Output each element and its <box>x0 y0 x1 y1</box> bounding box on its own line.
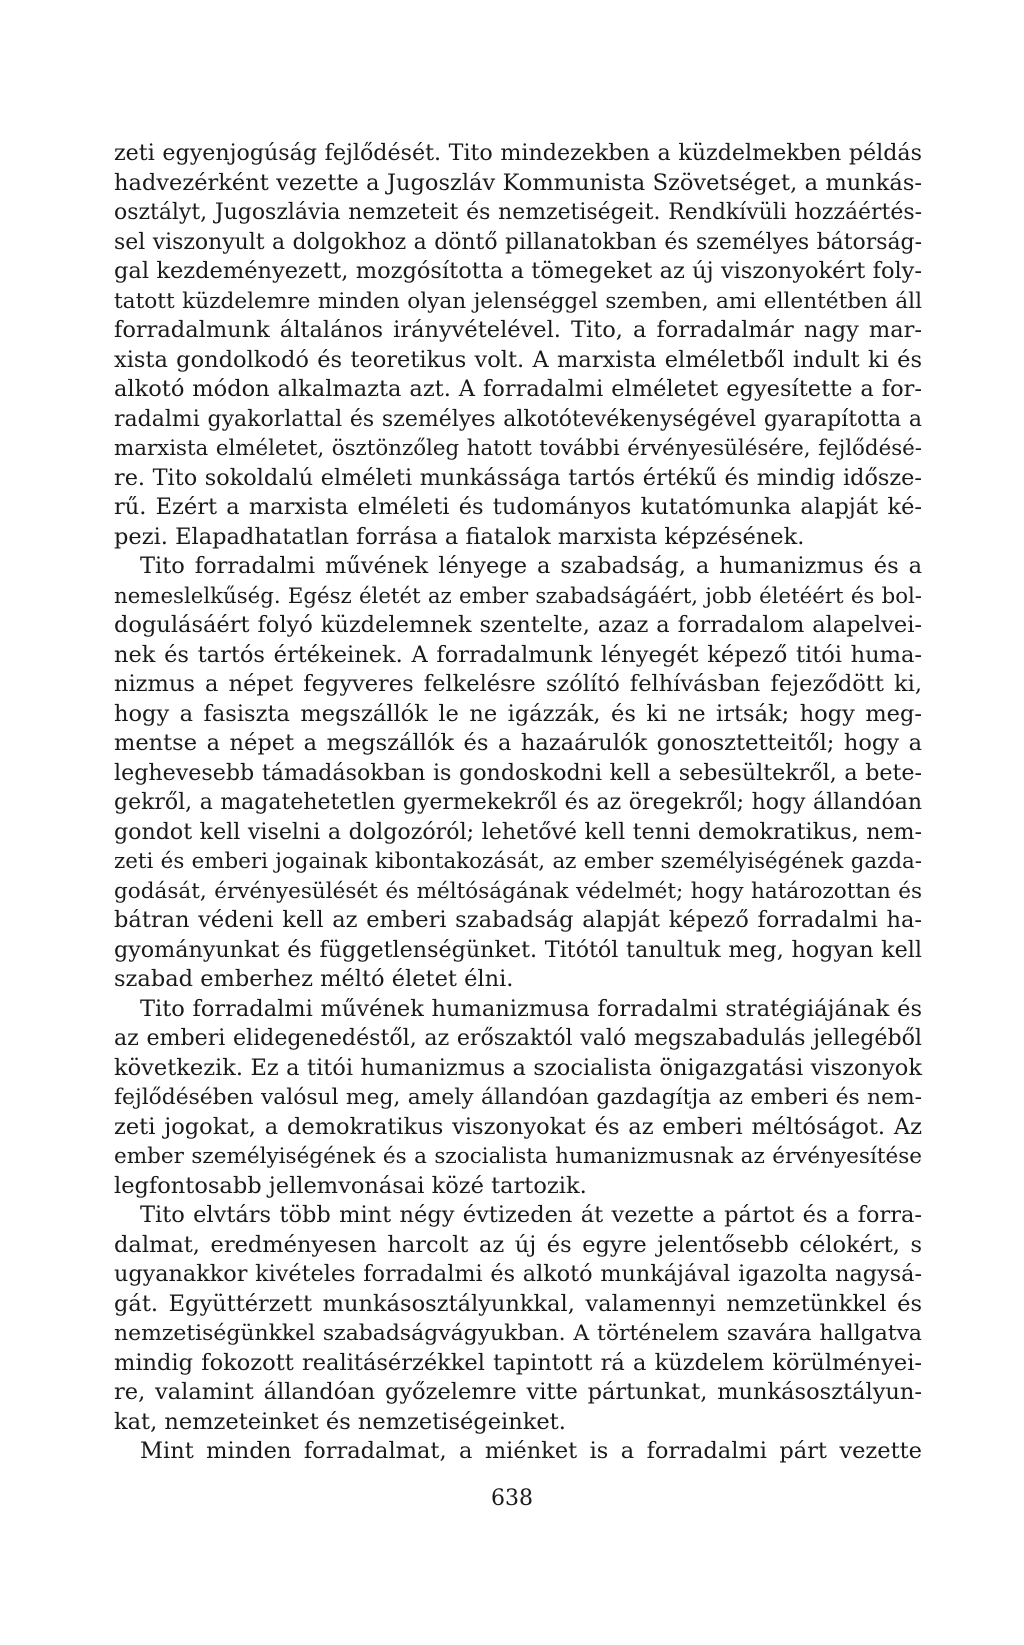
text-line: zeti jogokat, a demokratikus viszonyokat és az emberi méltóságot. Az <box>114 1113 922 1140</box>
text-line: gal kezdeményezett, mozgósította a tömegeket az új viszonyokért foly- <box>114 258 922 284</box>
text-line: sel viszonyult a dolgokhoz a döntő pillanatokban és személyes bátorság- <box>114 229 922 255</box>
text-line: gát. Együttérzett munkásosztályunkkal, valamennyi nemzetünkkel és <box>114 1290 922 1317</box>
text-line: hogy a fasiszta megszállók le ne igázzák, és ki ne irtsák; hogy meg- <box>114 700 922 727</box>
text-line: bátran védeni kell az emberi szabadság alapját képező forradalmi ha- <box>114 907 922 933</box>
text-line: szabad emberhez méltó életet élni. <box>114 966 514 992</box>
text-line: tatott küzdelemre minden olyan jelenséggel szemben, ami ellentétben áll <box>114 288 922 314</box>
text-line: nizmus a népet fegyveres felkelésre szólító felhívásban fejeződött ki, <box>114 671 922 697</box>
text-line: gekről, a magatehetetlen gyermekekről és az öregekről; hogy állandóan <box>114 790 922 815</box>
text-line: Tito elvtárs több mint négy évtizeden át vezette a pártot és a forra- <box>140 1202 922 1228</box>
text-line: zeti egyenjogúság fejlődését. Tito mindezekben a küzdelmekben példás <box>114 140 922 166</box>
text-line: következik. Ez a titói humanizmus a szocialista önigazgatási viszonyok <box>114 1054 922 1081</box>
text-line: dogulásáért folyó küzdelemnek szentelte, azaz a forradalom alapelvei- <box>114 612 922 638</box>
text-line: mindig fokozott realitásérzékkel tapintott rá a küzdelem körülményei- <box>114 1349 922 1376</box>
text-line: osztályt, Jugoszlávia nemzeteit és nemzetiségeit. Rendkívüli hozzáértés- <box>114 200 922 225</box>
text-line: gondot kell viselni a dolgozóról; lehetővé kell tenni demokratikus, nem- <box>114 818 922 845</box>
body-text <box>114 139 922 1467</box>
text-line: rű. Ezért a marxista elméleti és tudományos kutatómunka alapját ké- <box>114 494 922 520</box>
text-line: leghevesebb támadásokban is gondoskodni kell a sebesültekről, a bete- <box>114 759 922 786</box>
text-line: alkotó módon alkalmazta azt. A forradalmi elméletet egyesítette a for- <box>114 376 922 402</box>
text-line: godását, érvényesülését és méltóságának védelmét; hogy határozottan és <box>114 878 922 904</box>
page-number: 638 <box>491 1486 533 1511</box>
text-line: forradalmunk általános irányvételével. Tito, a forradalmár nagy mar- <box>114 317 922 343</box>
text-line: az emberi elidegenedéstől, az erőszaktól való megszabadulás jellegéből <box>114 1025 922 1051</box>
text-line: dalmat, eredményesen harcolt az új és egyre jelentősebb célokért, s <box>114 1231 922 1258</box>
text-line: nemeslelkűség. Egész életét az ember szabadságáért, jobb életéért és bol- <box>114 583 922 609</box>
text-line: kat, nemzeteinket és nemzetiségeinket. <box>114 1408 566 1435</box>
text-line: re. Tito sokoldalú elméleti munkássága tartós értékű és mindig időszе- <box>114 464 922 491</box>
text-line: re, valamint állandóan győzelemre vitte pártunkat, munkásosztályun- <box>114 1379 922 1405</box>
text-line: Tito forradalmi művének lényege a szabadság, a humanizmus és a <box>140 553 922 579</box>
text-line: nek és tartós értékeinek. A forradalmunk lényegét képező titói huma- <box>114 641 922 668</box>
text-line: nemzetiségünkkel szabadságvágyukban. A történelem szavára hallgatva <box>114 1321 922 1346</box>
text-line: Mint minden forradalmat, a miénket is a forradalmi párt vezette <box>140 1438 922 1464</box>
text-line: radalmi gyakorlattal és személyes alkotótevékenységével gyarapította a <box>114 406 922 432</box>
text-line: zeti és emberi jogainak kibontakozását, az ember személyiségének gazda- <box>114 849 922 874</box>
text-line: pezi. Elapadhatatlan forrása a fiatalok marxista képzésének. <box>114 523 805 550</box>
text-line: fejlődésében valósul meg, amely állandóan gazdagítja az emberi és nem- <box>114 1085 922 1110</box>
text-line: marxista elméletet, ösztönzőleg hatott további érvényesülésére, fejlődésé- <box>114 436 922 461</box>
text-line: Tito forradalmi művének humanizmusa forradalmi stratégiájának és <box>140 995 922 1022</box>
text-line: xista gondolkodó és teoretikus volt. A marxista elméletből indult ki és <box>114 346 922 373</box>
text-line: ember személyiségének és a szocialista humanizmusnak az érvényesítése <box>114 1144 922 1169</box>
text-line: gyományunkat és függetlenségünket. Titótól tanultuk meg, hogyan kell <box>114 936 922 963</box>
text-line: hadvezérként vezette a Jugoszláv Kommunista Szövetséget, a munkás- <box>114 169 922 196</box>
text-line: ugyanakkor kivételes forradalmi és alkotó munkájával igazolta nagysá- <box>114 1261 922 1287</box>
text-line: mentse a népet a megszállók és a hazaárulók gonosztetteitől; hogy a <box>114 730 922 756</box>
text-line: legfontosabb jellemvonásai közé tartozik. <box>114 1172 587 1199</box>
